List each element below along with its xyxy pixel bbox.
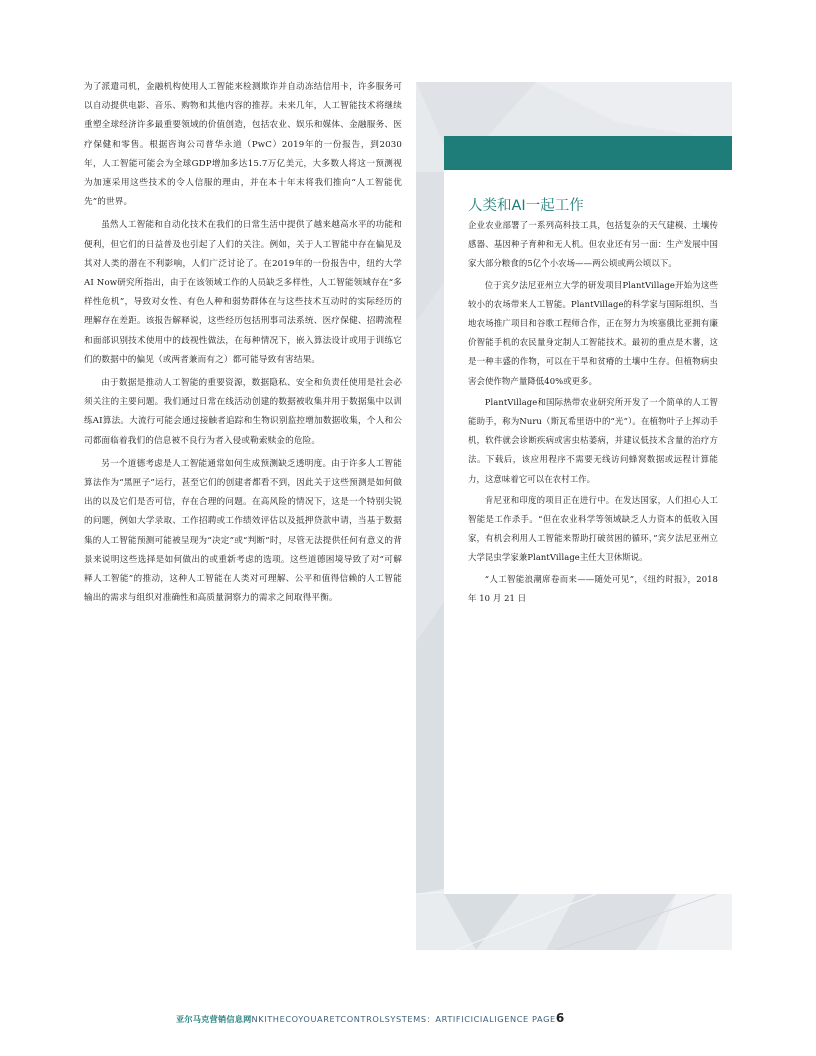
sidebar-citation: “人工智能浪潮席卷而来——随处可见”，《纽约时报》，2018 年 10 月 21 日 bbox=[468, 573, 718, 603]
article-paragraph: 虽然人工智能和自动化技术在我们的日常生活中提供了越来越高水平的功能和便利，但它们的日益普及也引起了人们的关注。例如，关于人工智能中存在偏见及其对人类的潜在不利影响，人们广泛讨论了。在2019年的一份报告中，纽约大学AI Now研究所指出，由于在该领域工作的人员缺乏多样性，人工智能领域存在“多样性危机”，导致对女性、有色人种和弱势群体在与这些技术互动时的实际经历的理解存在差距。该报告解释说，这些经历包括刑事司法系统、医疗保健、招聘流程和面部识别技术使用中的歧视性做法，在每种情况下，嵌入算法设计或用于训练它们的数据中的偏见（或两者兼而有之）都可能导致有害结果。 bbox=[84, 220, 402, 365]
sidebar-paragraph: PlantVillage和国际热带农业研究所开发了一个简单的人工智能助手，称为Nuru（斯瓦希里语中的“光”）。在植物叶子上挥动手机，软件就会诊断疾病或害虫枯萎病，并建议低技术含量的治疗方法。下载后，该应用程序不需要无线访问蜂窝数据或远程计算能力，这意味着它可以在农村工作。 bbox=[468, 396, 718, 484]
sidebar-paragraph: 肯尼亚和印度的项目正在进行中。在发达国家，人们担心人工智能是工作杀手。“但在农业科学等领域缺乏人力资本的低收入国家，有机会利用人工智能来帮助打破贫困的循环，”宾夕法尼亚州立大学昆虫学家兼PlantVillage主任大卫休斯说。 bbox=[468, 494, 718, 563]
sidebar-header-band bbox=[444, 136, 732, 170]
sidebar-paragraph: 企业农业部署了一系列高科技工具，包括复杂的天气建模、土壤传感器、基因种子育种和无人机。但农业还有另一面：生产发展中国家大部分粮食的5亿个小农场——两公顷或两公顷以下。 bbox=[468, 220, 718, 269]
article-paragraph: 为了派遣司机，金融机构使用人工智能来检测欺诈并自动冻结信用卡，许多服务可以自动提供电影、音乐、购物和其他内容的推荐。未来几年，人工智能技术将继续重塑全球经济许多最重要领域的价值创造，包括农业、娱乐和媒体、金融服务、医疗保健和零售。根据咨询公司普华永道（PwC）2019年的一份报告，到2030年，人工智能可能会为全球GDP增加多达15.7万亿美元，大多数人将这一预测视为加速采用这些技术的令人信服的理由，并在本十年末将我们推向“人工智能优先”的世界。 bbox=[84, 82, 402, 208]
sidebar-body bbox=[468, 216, 718, 610]
page-footer bbox=[176, 1011, 646, 1025]
main-article bbox=[84, 78, 402, 612]
footer-running-title: NKITHECOYOUARETCONTROLSYSTEMS：ARTIFICICIALIGENCE bbox=[251, 1014, 529, 1024]
sidebar-paragraph: 位于宾夕法尼亚州立大学的研发项目PlantVillage开始为这些较小的农场带来人工智能。PlantVillage的科学家与国际组织、当地农场推广项目和谷歌工程师合作，正在努力为埃塞俄比亚拥有廉价智能手机的农民量身定制人工智能技术。最初的重点是木薯，这是一种丰盛的作物，可以在干旱和贫瘠的土壤中生存。但植物病虫害会使作物产量降低40%或更多。 bbox=[468, 279, 718, 386]
footer-left-text: 亚尔马克营销信息网 bbox=[176, 1014, 252, 1024]
sidebar-title: 人类和AI一起工作 bbox=[468, 198, 584, 214]
footer-page-label: PAGE bbox=[532, 1014, 556, 1024]
page-number: 6 bbox=[555, 1011, 565, 1025]
article-paragraph: 另一个道德考虑是人工智能通常如何生成预测缺乏透明度。由于许多人工智能算法作为“黑匣子”运行，甚至它们的创建者都看不到，因此关于这些预测是如何做出的以及它们是否可信，存在合理的问题。在高风险的情况下，这是一个特别尖锐的问题，例如大学录取、工作招聘或工作绩效评估以及抵押贷款申请，当基于数据集的人工智能预测可能被呈现为“决定”或“判断”时，尽管无法提供任何有意义的背景来说明这些选择是如何做出的或重新考虑的选项。这些道德困境导致了对“可解释人工智能”的推动，这种人工智能在人类对可理解、公平和值得信赖的人工智能输出的需求与组织对准确性和高质量洞察力的需求之间取得平衡。 bbox=[84, 458, 402, 604]
article-paragraph: 由于数据是推动人工智能的重要资源，数据隐私、安全和负责任使用是社会必须关注的主要问题。我们通过日常在线活动创建的数据被收集并用于数据集中以训练AI算法。大流行可能会通过接触者追踪和生物识别监控增加数据收集，个人和公司都面临着我们的信息被不良行为者入侵或勒索赎金的危险。 bbox=[84, 378, 402, 446]
